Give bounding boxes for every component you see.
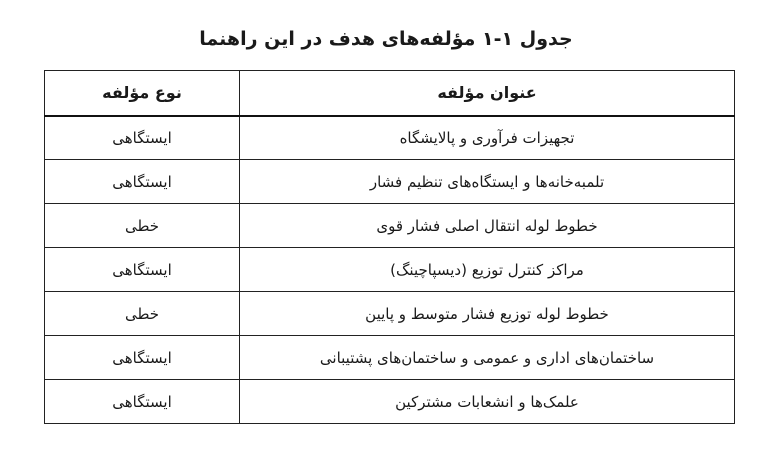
cell-component-type: ایستگاهی — [45, 116, 240, 160]
header-component-title: عنوان مؤلفه — [240, 71, 735, 116]
cell-component-type: ایستگاهی — [45, 336, 240, 380]
table-row — [45, 292, 735, 336]
cell-component-type: ایستگاهی — [45, 380, 240, 424]
cell-component-title: ساختمان‌های اداری و عمومی و ساختمان‌های پشتیبانی — [240, 336, 735, 380]
table-row — [45, 116, 735, 160]
cell-component-title: علمک‌ها و انشعابات مشترکین — [240, 380, 735, 424]
table-row — [45, 380, 735, 424]
table-row — [45, 204, 735, 248]
cell-component-title: تلمبه‌خانه‌ها و ایستگاه‌های تنظیم فشار — [240, 160, 735, 204]
table-caption: جدول ۱-۱ مؤلفه‌های هدف در این راهنما — [199, 28, 573, 50]
cell-component-title: خطوط لوله انتقال اصلی فشار قوی — [240, 204, 735, 248]
cell-component-title: خطوط لوله توزیع فشار متوسط و پایین — [240, 292, 735, 336]
cell-component-title: تجهیزات فرآوری و پالایشگاه — [240, 116, 735, 160]
cell-component-title: مراکز کنترل توزیع (دیسپاچینگ) — [240, 248, 735, 292]
components-table — [44, 70, 735, 424]
table-row — [45, 336, 735, 380]
cell-component-type: ایستگاهی — [45, 248, 240, 292]
table-row — [45, 248, 735, 292]
cell-component-type: خطی — [45, 204, 240, 248]
components-table-container — [44, 70, 734, 424]
cell-component-type: خطی — [45, 292, 240, 336]
table-header-row — [45, 71, 735, 116]
header-component-type: نوع مؤلفه — [45, 71, 240, 116]
cell-component-type: ایستگاهی — [45, 160, 240, 204]
table-row — [45, 160, 735, 204]
